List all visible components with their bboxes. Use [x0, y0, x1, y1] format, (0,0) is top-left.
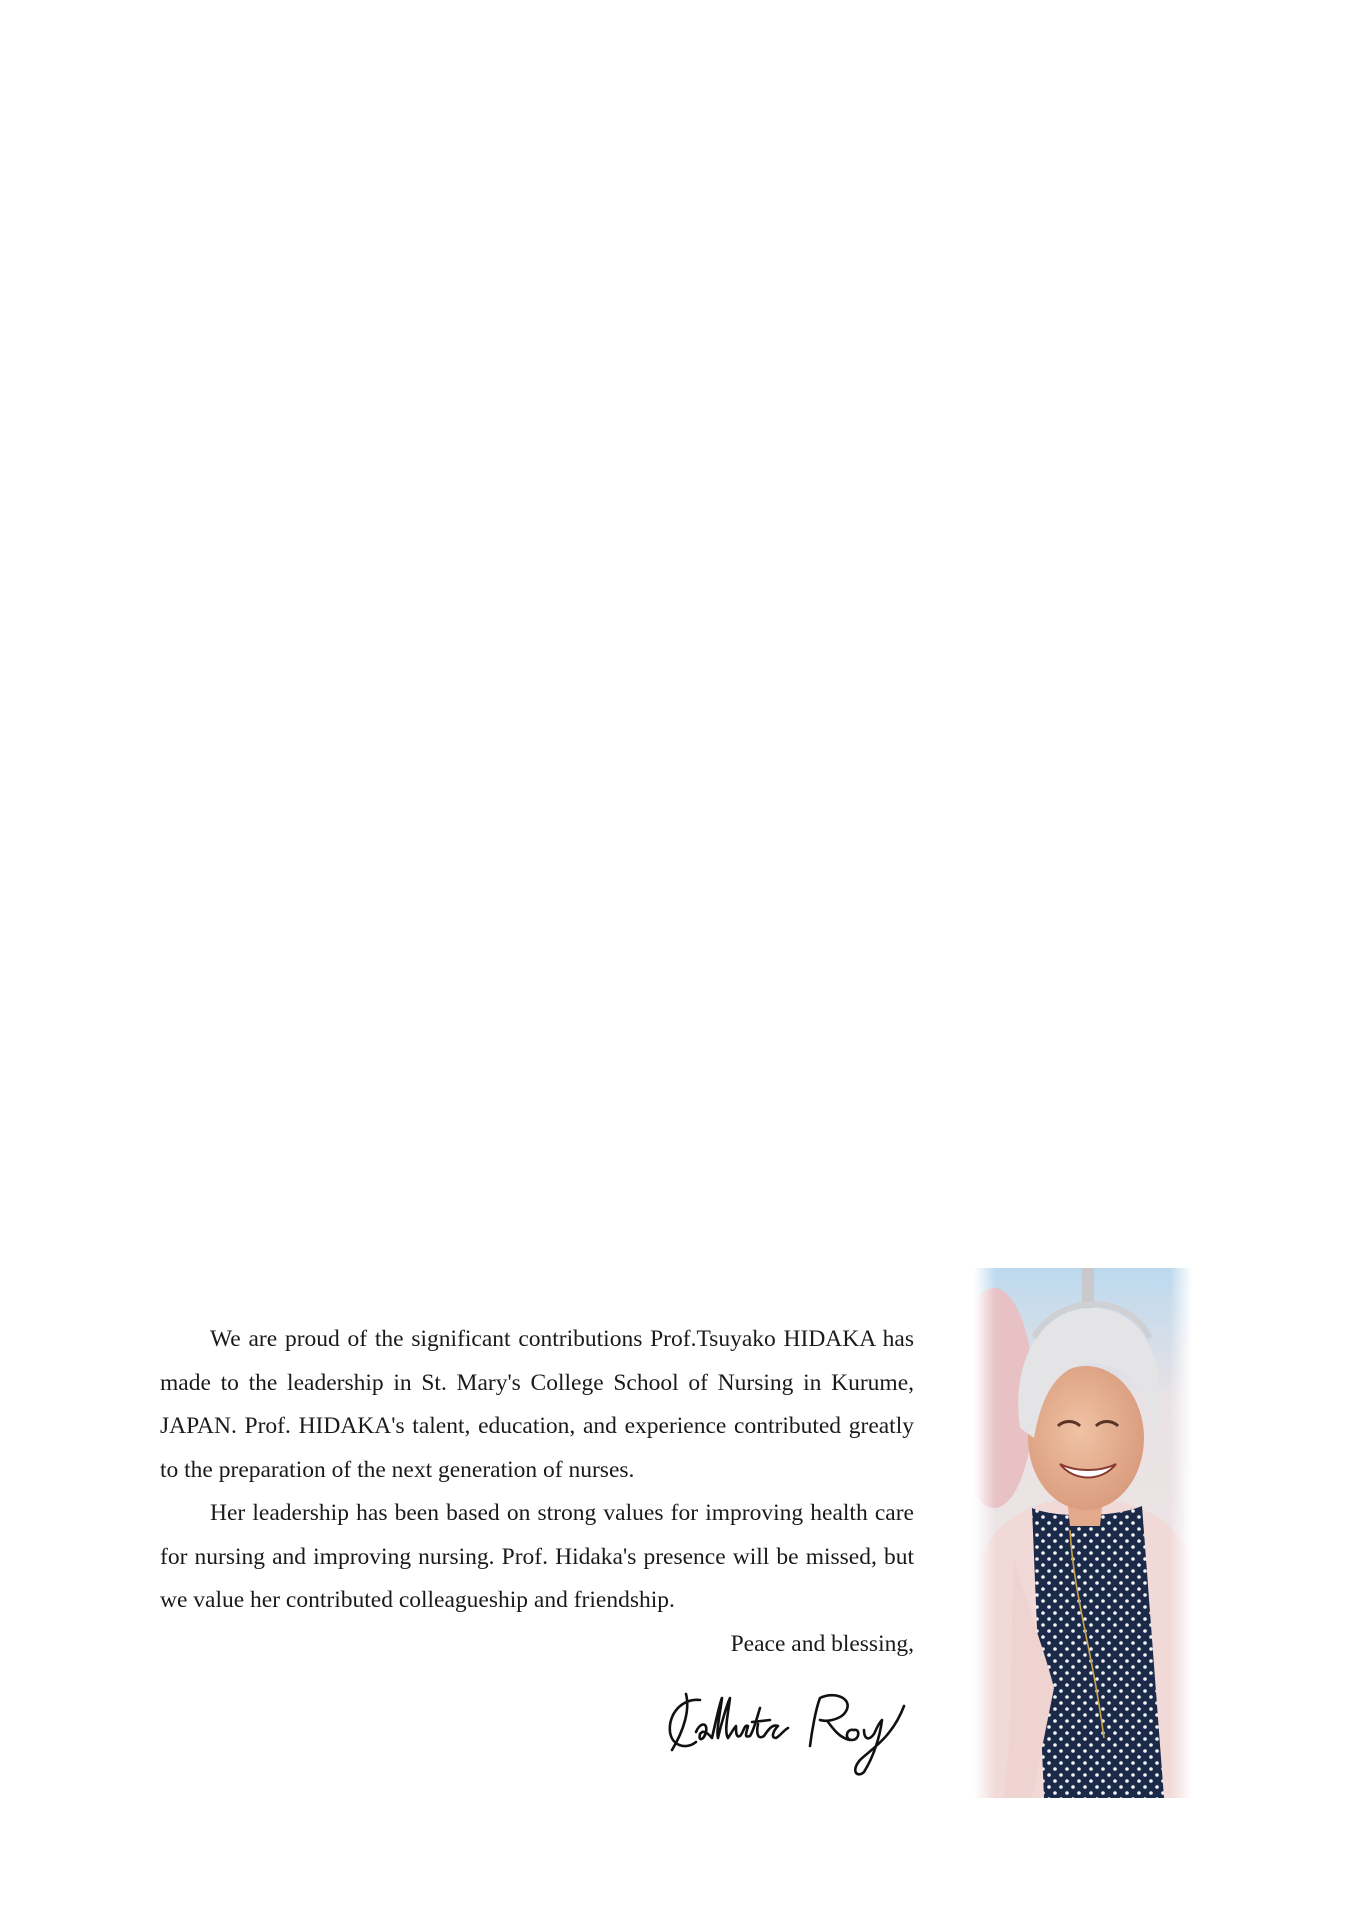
portrait-photo — [974, 1268, 1192, 1798]
letter-body — [160, 1318, 914, 1666]
letter-closing: Peace and blessing, — [730, 1630, 914, 1657]
letter-paragraph-1: We are proud of the significant contributions Prof.Tsuyako HIDAKA has made to the leadership in St. Mary's College School of Nursing in Kurume, JAPAN. Prof. HIDAKA's talent, education, and experience contributed greatly to the preparation of the next generation of nurses. — [160, 1326, 914, 1483]
handwritten-signature — [660, 1680, 920, 1780]
letter-paragraph-2: Her leadership has been based on strong values for improving health care for nursing and improving nursing. Prof. Hidaka's presence will be missed, but we value her contributed colleagueship and friendship. — [160, 1500, 914, 1613]
